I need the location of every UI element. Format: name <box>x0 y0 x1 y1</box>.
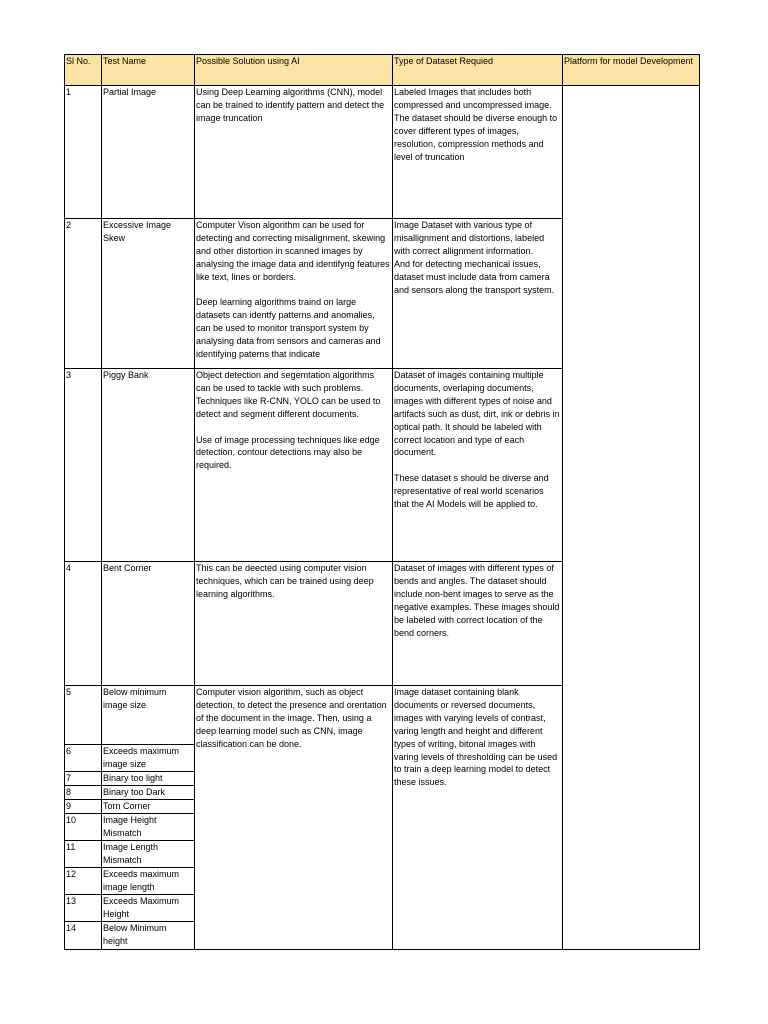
grid-hline-header <box>64 85 700 86</box>
row-7-test-name: Binary too light <box>103 773 163 783</box>
row-5-solution: Computer vision algorithm, such as object detection, to detect the presence and orentation of the document in the image. Then, using a deep learning model such as CNN, image classification can be done. <box>196 687 390 749</box>
grid-vline-after-solution <box>392 54 393 950</box>
row-1-test-name: Partial Image <box>103 87 157 97</box>
grid-hline-row-5 <box>64 744 195 745</box>
grid-hline-row-1 <box>64 218 562 219</box>
grid-hline-row-10 <box>64 840 195 841</box>
row-10-test-name: Image Height Mismatch <box>103 815 160 838</box>
row-5-test-name: Below minimum image size <box>103 687 170 710</box>
row-1-dataset: Labeled Images that includes both compressed and uncompressed image. The dataset should be diverse enough to cover different types of images, resolution, compression methods and level of truncation <box>394 87 558 162</box>
row-1-number: 1 <box>66 87 72 97</box>
grid-vline-after-dataset <box>562 54 563 950</box>
row-1-solution: Using Deep Learning algorithms (CNN), model can be trained to identify pattern and detect the image truncation <box>196 87 387 123</box>
grid-vline-after-test <box>194 54 195 950</box>
header-test-name: Test Name <box>101 54 194 85</box>
row-6-test-name: Exceeds maximum image size <box>103 746 182 769</box>
row-2-dataset: Image Dataset with various type of misallignment and distortions, labeled with correct allignment information. And for detecting mechanical issues, dataset must include data from camera and sensors along the transport system. <box>394 220 555 295</box>
row-8-number: 8 <box>66 787 72 797</box>
row-12-number: 12 <box>66 869 77 879</box>
grid-hline-row-4 <box>64 685 562 686</box>
grid-hline-row-9 <box>64 813 195 814</box>
grid-hline-row-13 <box>64 921 195 922</box>
header-dataset-type: Type of Dataset Requied <box>392 54 562 85</box>
grid-hline-row-8 <box>64 799 195 800</box>
grid-hline-row-6 <box>64 771 195 772</box>
grid-hline-row-3 <box>64 561 562 562</box>
row-4-number: 4 <box>66 563 72 573</box>
grid-vline-left <box>64 54 65 950</box>
document-table <box>64 54 700 950</box>
grid-hline-top <box>64 54 700 55</box>
grid-hline-row-12 <box>64 894 195 895</box>
row-9-number: 9 <box>66 801 72 811</box>
row-4-dataset: Dataset of images with different types of bends and angles. The dataset should include non-bent images to serve as the negative examples. These images should be labeled with correct location of the bend corners. <box>394 563 562 638</box>
grid-hline-bottom <box>64 949 700 950</box>
row-2-solution: Computer Vison algorithm can be used for detecting and correcting misalignment, skewing and other distortion in scanned images by analysing the image data and identifyng features like text, lines or borders. Deep learning algorithms traind on large datasets can identfy patterns and anomalies, can be used to monitor transport system by analysing data from sensors and cameras and identifying paterns that indicate <box>196 220 390 360</box>
row-6-number: 6 <box>66 746 72 756</box>
row-10-number: 10 <box>66 815 77 825</box>
row-4-solution: This can be deected using computer vision techniques, which can be trained using deep learning algorithms. <box>196 563 377 599</box>
row-9-test-name: Torn Corner <box>103 801 151 811</box>
row-5-dataset: Image dataset containing blank documents or reversed documents, images with varying levels of contrast, varing length and height and different types of writing, bitonal images with varing levels of thresholding can be used to train a deep learning model to detect these issues. <box>394 687 560 788</box>
header-platform: Platform for model Development <box>562 54 700 85</box>
grid-vline-right <box>699 54 700 950</box>
grid-hline-row-11 <box>64 867 195 868</box>
grid-vline-after-no <box>101 54 102 950</box>
row-12-test-name: Exceeds maximum image length <box>103 869 182 892</box>
row-3-dataset: Dataset of images containing multiple documents, overlaping documents, images with different types of noise and artifacts such as dust, dirt, ink or debris in optical path. It should be labeled with correct location and type of each document. These dataset s should be diverse and representative of real world scenarios that the AI Models will be applied to. <box>394 370 560 510</box>
row-13-test-name: Exceeds Maximum Height <box>103 896 182 919</box>
row-8-test-name: Binary too Dark <box>103 787 166 797</box>
row-2-number: 2 <box>66 220 72 230</box>
row-3-test-name: Piggy Bank <box>103 370 149 380</box>
row-13-number: 13 <box>66 896 77 906</box>
grid-hline-row-7 <box>64 785 195 786</box>
header-possible-solution: Possible Solution using AI <box>194 54 392 85</box>
row-11-test-name: Image Length Mismatch <box>103 842 161 865</box>
row-3-solution: Object detection and segemtation algorithms can be used to tackle with such problems. Techniques like R-CNN, YOLO can be used to detect and segment different documents. Use of image processing techniques like edge detection, contour detections may also be required. <box>196 370 381 471</box>
row-11-number: 11 <box>66 842 76 852</box>
row-14-number: 14 <box>66 923 77 933</box>
grid-hline-row-2 <box>64 368 562 369</box>
header-sl-no: Sl No. <box>64 54 101 85</box>
row-3-number: 3 <box>66 370 72 380</box>
row-2-test-name: Excessive Image Skew <box>103 220 174 243</box>
row-4-test-name: Bent Corner <box>103 563 152 573</box>
row-14-test-name: Below Minimum height <box>103 923 170 946</box>
row-7-number: 7 <box>66 773 72 783</box>
row-5-number: 5 <box>66 687 72 697</box>
